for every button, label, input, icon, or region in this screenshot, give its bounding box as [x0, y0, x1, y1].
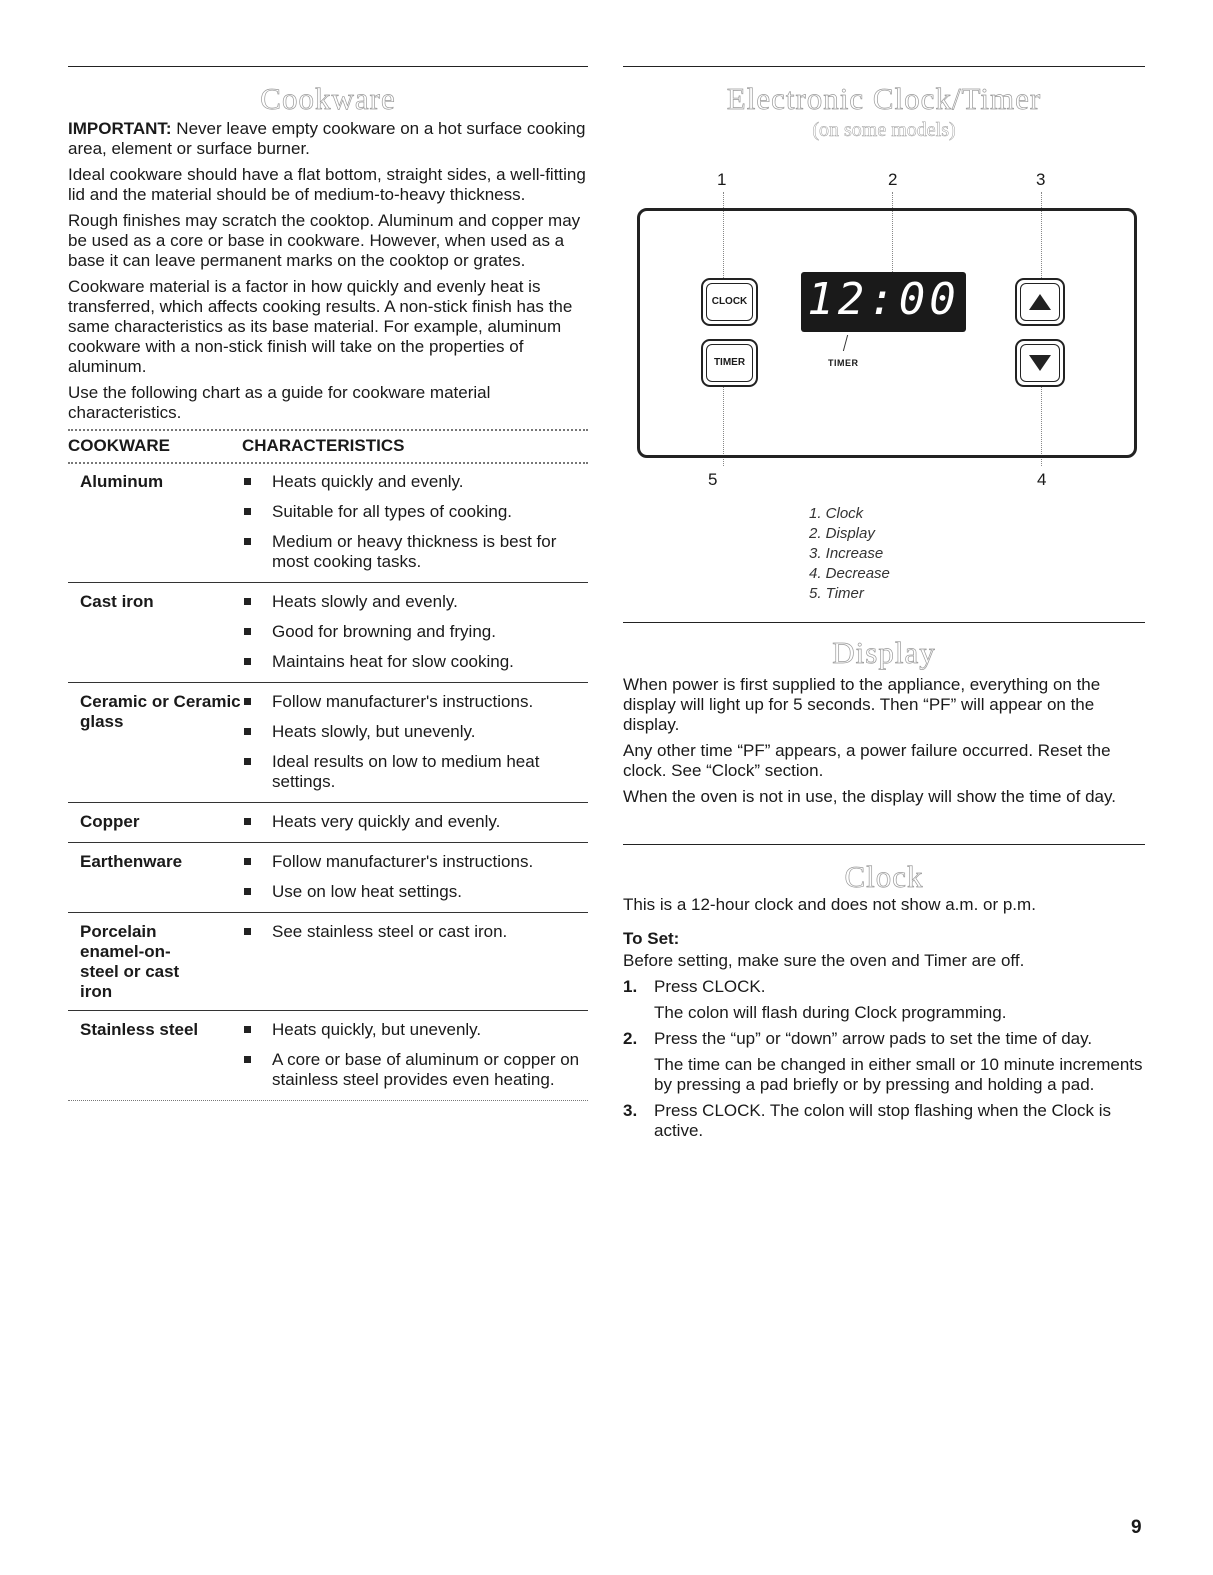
display-paragraph: Any other time “PF” appears, a power failure occurred. Reset the clock. See “Clock” section.: [623, 741, 1111, 780]
callout-5: 5: [708, 470, 718, 489]
characteristics-list: [242, 472, 588, 574]
table-bottom-rule: [68, 1100, 588, 1101]
characteristic-item: Suitable for all types of cooking.: [242, 502, 588, 522]
to-set-heading: To Set:: [623, 929, 680, 948]
cookware-paragraph: Cookware material is a factor in how quickly and evenly heat is transferred, which affects cooking results. A non-stick finish has the same characteristics as its base material. For example, aluminum cookware with a non-stick finish will take on the properties of aluminum.: [68, 277, 573, 376]
step-item: [623, 1029, 1145, 1095]
cookware-title: Cookware: [260, 81, 396, 116]
characteristic-item: Medium or heavy thickness is best for most cooking tasks.: [242, 532, 588, 572]
legend-item: 5. Timer: [809, 585, 864, 602]
characteristic-item: Heats slowly and evenly.: [242, 592, 588, 612]
callout-2: 2: [888, 170, 898, 189]
step-detail: The colon will flash during Clock programming.: [654, 1003, 1007, 1022]
legend-item: 4. Decrease: [809, 565, 890, 582]
table-row: [68, 582, 588, 682]
right-column: [623, 66, 1145, 1140]
section-rule: [623, 622, 1145, 623]
material-name: Earthenware: [80, 852, 183, 871]
characteristic-item: A core or base of aluminum or copper on stainless steel provides even heating.: [242, 1050, 588, 1090]
material-name: Stainless steel: [80, 1020, 199, 1039]
important-text: Never leave empty cookware on a hot surface cooking area, element or surface burner.: [68, 119, 586, 158]
characteristics-list: [242, 592, 588, 674]
clock-intro: This is a 12-hour clock and does not show a.m. or p.m.: [623, 895, 1036, 914]
material-name: Aluminum: [80, 472, 164, 491]
characteristics-list: [242, 692, 588, 794]
callout-3: 3: [1036, 170, 1046, 189]
diagram-legend: [809, 504, 890, 604]
clock-pad-label: CLOCK: [706, 283, 753, 321]
clock-pad[interactable]: [701, 278, 758, 326]
step-item: [623, 1101, 1145, 1141]
section-rule: [623, 66, 1145, 67]
lcd-display: 12:00: [801, 272, 966, 332]
material-name: Porcelain enamel-on-steel or cast iron: [80, 922, 180, 1001]
callout-1: 1: [717, 170, 727, 189]
step-text: Press CLOCK. The colon will stop flashing when the Clock is active.: [654, 1101, 1111, 1140]
characteristic-item: Use on low heat settings.: [242, 882, 588, 902]
important-note: [68, 119, 588, 159]
characteristics-list: [242, 922, 588, 1002]
characteristics-list: [242, 852, 588, 904]
increase-pad[interactable]: [1015, 278, 1065, 326]
table-row: [68, 912, 588, 1010]
characteristic-item: Heats very quickly and evenly.: [242, 812, 588, 832]
table-row: [68, 1010, 588, 1100]
clock-title: Clock: [844, 859, 924, 894]
step-text: Press the “up” or “down” arrow pads to set the time of day.: [654, 1029, 1093, 1048]
clock-timer-title: Electronic Clock/Timer: [726, 81, 1042, 116]
up-arrow-icon: [1020, 283, 1060, 321]
callout-4: 4: [1037, 470, 1047, 489]
table-body: [68, 464, 588, 1100]
header-characteristics: CHARACTERISTICS: [242, 436, 405, 455]
display-paragraph: When the oven is not in use, the display will show the time of day.: [623, 787, 1116, 806]
important-label: IMPORTANT:: [68, 119, 172, 138]
material-name: Cast iron: [80, 592, 154, 611]
characteristic-item: See stainless steel or cast iron.: [242, 922, 588, 942]
characteristic-item: Heats quickly, but unevenly.: [242, 1020, 588, 1040]
table-header: [68, 431, 588, 462]
characteristic-item: Follow manufacturer's instructions.: [242, 692, 588, 712]
control-panel: [637, 208, 1137, 458]
section-rule: [68, 66, 588, 67]
clock-section: [623, 844, 1145, 1147]
display-sublabel: TIMER: [828, 358, 859, 368]
timer-pad[interactable]: [701, 339, 758, 387]
timer-pad-label: TIMER: [706, 344, 753, 382]
characteristic-item: Ideal results on low to medium heat settings.: [242, 752, 588, 792]
characteristics-list: [242, 812, 588, 834]
down-arrow-icon: [1020, 344, 1060, 382]
header-cookware: COOKWARE: [68, 436, 170, 455]
display-paragraph: When power is first supplied to the appliance, everything on the display will light up for 5 seconds. Then “PF” will appear on the display.: [623, 675, 1101, 734]
characteristic-item: Maintains heat for slow cooking.: [242, 652, 588, 672]
legend-item: 3. Increase: [809, 545, 884, 562]
step-number: 3.: [623, 1101, 638, 1120]
table-row: [68, 464, 588, 582]
characteristics-list: [242, 1020, 588, 1092]
table-row: [68, 842, 588, 912]
step-number: 1.: [623, 977, 638, 996]
characteristic-item: Follow manufacturer's instructions.: [242, 852, 588, 872]
material-name: Ceramic or Ceramic glass: [80, 692, 241, 731]
step-text: Press CLOCK.: [654, 977, 766, 996]
to-set-before: Before setting, make sure the oven and Timer are off.: [623, 951, 1025, 970]
clock-steps: [623, 977, 1145, 1141]
cookware-paragraph: Ideal cookware should have a flat bottom, straight sides, a well-fitting lid and the material should be of medium-to-heavy thickness.: [68, 165, 586, 204]
legend-item: 1. Clock: [809, 505, 864, 522]
step-item: [623, 977, 1145, 1023]
cookware-section: [68, 66, 588, 1101]
step-number: 2.: [623, 1029, 638, 1048]
characteristic-item: Heats quickly and evenly.: [242, 472, 588, 492]
material-name: Copper: [80, 812, 140, 831]
cookware-table: [68, 429, 588, 1101]
table-row: [68, 682, 588, 802]
legend-item: 2. Display: [809, 525, 875, 542]
step-detail: The time can be changed in either small or 10 minute increments by pressing a pad briefly or by pressing and holding a pad.: [654, 1055, 1143, 1094]
section-rule: [623, 844, 1145, 845]
characteristic-item: Good for browning and frying.: [242, 622, 588, 642]
display-section: [623, 622, 1145, 813]
cookware-paragraph: Use the following chart as a guide for cookware material characteristics.: [68, 383, 491, 422]
cookware-paragraph: Rough finishes may scratch the cooktop. Aluminum and copper may be used as a core or base in cookware. However, when used as a base it can leave permanent marks on the cooktop or grates.: [68, 211, 581, 270]
clock-timer-subtitle: (on some models): [812, 119, 956, 141]
characteristic-item: Heats slowly, but unevenly.: [242, 722, 588, 742]
page-number: 9: [1131, 1517, 1142, 1538]
table-row: [68, 802, 588, 842]
decrease-pad[interactable]: [1015, 339, 1065, 387]
display-title: Display: [832, 635, 936, 670]
